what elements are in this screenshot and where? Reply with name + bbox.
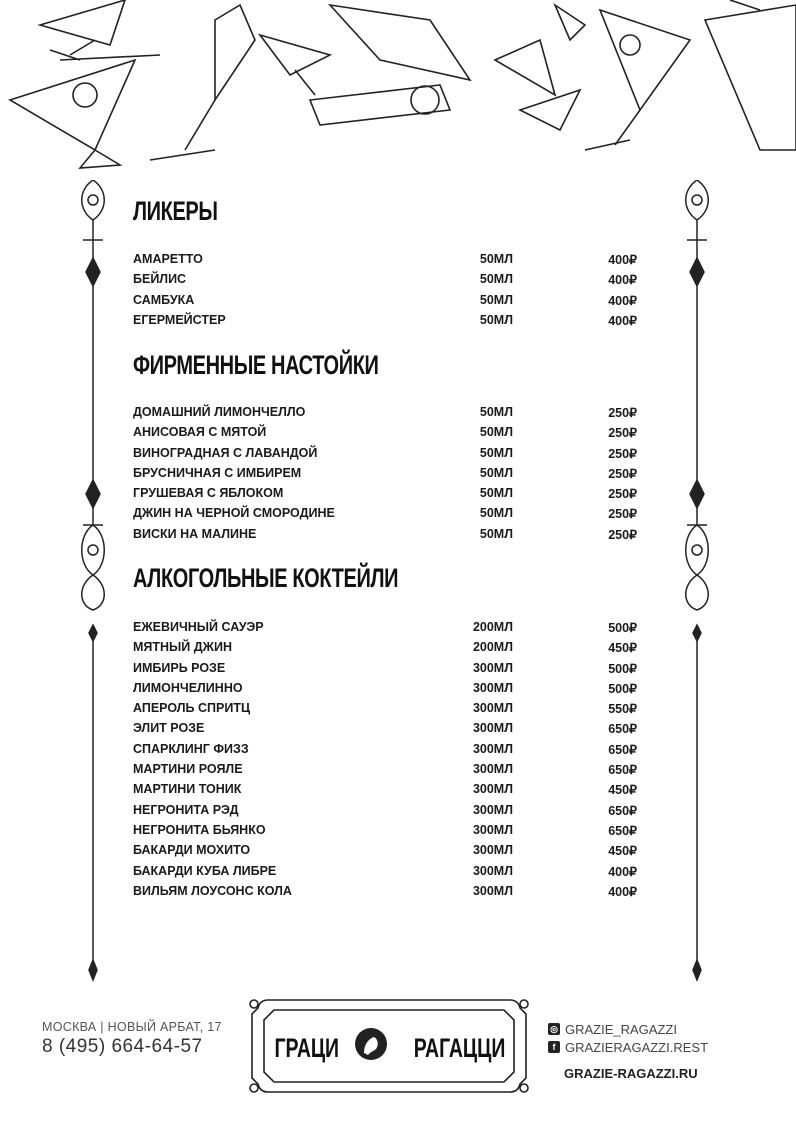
item-price: 400₽ <box>608 884 637 899</box>
item-price: 650₽ <box>608 763 637 778</box>
facebook-handle: GRAZIERAGAZZI.REST <box>565 1039 709 1055</box>
item-volume: 300МЛ <box>472 680 513 695</box>
item-price: 250₽ <box>608 426 637 441</box>
menu-item <box>133 864 643 884</box>
footer-contact <box>42 1020 222 1058</box>
item-price: 650₽ <box>608 722 637 737</box>
cocktail-glasses-illustration <box>0 0 796 170</box>
item-volume: 50МЛ <box>479 465 513 480</box>
instagram-link[interactable] <box>548 1020 708 1038</box>
menu-item <box>133 721 643 741</box>
item-name: ДОМАШНИЙ ЛИМОНЧЕЛЛО <box>133 405 306 419</box>
item-name: НЕГРОНИТА РЭД <box>133 802 239 817</box>
website-link[interactable]: GRAZIE-RAGAZZI.RU <box>564 1066 698 1081</box>
item-price: 400₽ <box>608 864 637 879</box>
item-volume: 300МЛ <box>472 843 513 858</box>
menu-item <box>133 466 643 486</box>
item-name: ЭЛИТ РОЗЕ <box>133 721 205 736</box>
item-name: АНИСОВАЯ С МЯТОЙ <box>133 425 267 440</box>
item-name: БЕЙЛИС <box>133 272 187 287</box>
item-price: 250₽ <box>608 527 637 542</box>
menu-item <box>133 823 643 843</box>
item-name: ДЖИН НА ЧЕРНОЙ СМОРОДИНЕ <box>133 506 335 521</box>
item-name: МЯТНЫЙ ДЖИН <box>133 640 232 655</box>
left-border-ornament <box>78 180 108 1000</box>
item-name: ЛИМОНЧЕЛИННО <box>133 680 243 695</box>
item-volume: 300МЛ <box>472 822 513 837</box>
menu-item <box>133 803 643 823</box>
instagram-handle: GRAZIE_RAGAZZI <box>565 1021 677 1037</box>
menu-item <box>133 640 643 660</box>
item-name: ВИНОГРАДНАЯ С ЛАВАНДОЙ <box>133 445 318 460</box>
item-volume: 300МЛ <box>472 883 513 898</box>
item-price: 650₽ <box>608 803 637 818</box>
menu-item <box>133 527 643 547</box>
item-name: ГРУШЕВАЯ С ЯБЛОКОМ <box>133 486 284 501</box>
item-name: БАКАРДИ КУБА ЛИБРЕ <box>133 863 277 878</box>
section-title-signature-tinctures: ФИРМЕННЫЕ НАСТОЙКИ <box>133 350 379 380</box>
item-name: БАКАРДИ МОХИТО <box>133 843 251 858</box>
item-name: ВИЛЬЯМ ЛОУСОНС КОЛА <box>133 883 292 898</box>
logo-text-left: ГРАЦИ <box>274 1033 340 1063</box>
menu-list-cocktails <box>133 620 643 904</box>
item-volume: 200МЛ <box>472 620 513 634</box>
menu-list-tinctures <box>133 405 643 547</box>
menu-item <box>133 701 643 721</box>
address: МОСКВА | НОВЫЙ АРБАТ, 17 <box>42 1020 222 1034</box>
menu-item <box>133 661 643 681</box>
menu-item <box>133 313 643 333</box>
item-price: 650₽ <box>608 823 637 838</box>
menu-item <box>133 272 643 292</box>
item-price: 450₽ <box>608 783 637 798</box>
instagram-icon: ◎ <box>548 1023 560 1035</box>
item-name: АПЕРОЛЬ СПРИТЦ <box>133 701 251 716</box>
item-volume: 300МЛ <box>472 721 513 736</box>
menu-list-liqueurs <box>133 252 643 333</box>
item-volume: 300МЛ <box>472 741 513 756</box>
item-volume: 300МЛ <box>472 660 513 675</box>
item-name: МАРТИНИ РОЯЛЕ <box>133 762 243 777</box>
item-price: 250₽ <box>608 487 637 502</box>
item-name: САМБУКА <box>133 292 195 307</box>
right-border-ornament <box>682 180 712 1000</box>
item-price: 500₽ <box>608 621 637 635</box>
item-volume: 50МЛ <box>479 445 513 460</box>
item-price: 250₽ <box>608 466 637 481</box>
section-title-liqueurs: ЛИКЕРЫ <box>133 196 218 226</box>
phone-number[interactable]: 8 (495) 664-64-57 <box>42 1036 203 1057</box>
item-price: 500₽ <box>608 681 637 696</box>
item-name: МАРТИНИ ТОНИК <box>133 782 242 797</box>
item-price: 450₽ <box>608 641 637 656</box>
item-volume: 300МЛ <box>472 802 513 817</box>
item-volume: 300МЛ <box>472 863 513 878</box>
item-volume: 50МЛ <box>479 405 513 419</box>
item-volume: 50МЛ <box>479 506 513 521</box>
item-volume: 50МЛ <box>479 292 513 307</box>
menu-item <box>133 293 643 313</box>
item-volume: 50МЛ <box>479 486 513 501</box>
section-title-cocktails: АЛКОГОЛЬНЫЕ КОКТЕЙЛИ <box>133 563 399 593</box>
menu-item <box>133 742 643 762</box>
item-name: АМАРЕТТО <box>133 252 203 266</box>
item-name: ЕГЕРМЕЙСТЕР <box>133 312 226 327</box>
item-volume: 200МЛ <box>472 640 513 655</box>
item-volume: 50МЛ <box>479 526 513 541</box>
profile-emblem-icon <box>354 1027 388 1061</box>
item-name: НЕГРОНИТА БЬЯНКО <box>133 822 266 837</box>
item-price: 250₽ <box>608 507 637 522</box>
menu-item <box>133 405 643 425</box>
item-price: 250₽ <box>608 406 637 420</box>
menu-item <box>133 425 643 445</box>
item-price: 400₽ <box>608 293 637 308</box>
menu-item <box>133 843 643 863</box>
menu-item <box>133 884 643 904</box>
item-name: ИМБИРЬ РОЗЕ <box>133 660 226 675</box>
item-price: 650₽ <box>608 742 637 757</box>
facebook-link[interactable] <box>548 1038 708 1056</box>
item-price: 250₽ <box>608 446 637 461</box>
item-price: 550₽ <box>608 702 637 717</box>
menu-item <box>133 252 643 272</box>
item-price: 450₽ <box>608 844 637 859</box>
facebook-icon: f <box>548 1041 560 1053</box>
item-volume: 300МЛ <box>472 782 513 797</box>
menu-item <box>133 620 643 640</box>
footer-social <box>548 1020 708 1081</box>
menu-item <box>133 762 643 782</box>
item-volume: 50МЛ <box>479 425 513 440</box>
logo-text-right: РАГАЦЦИ <box>413 1033 506 1063</box>
item-volume: 300МЛ <box>472 762 513 777</box>
menu-item <box>133 486 643 506</box>
menu-item <box>133 446 643 466</box>
item-volume: 50МЛ <box>479 252 513 266</box>
item-name: БРУСНИЧНАЯ С ИМБИРЕМ <box>133 465 302 480</box>
item-name: СПАРКЛИНГ ФИЗЗ <box>133 741 249 756</box>
menu-item <box>133 681 643 701</box>
item-name: ЕЖЕВИЧНЫЙ САУЭР <box>133 620 264 634</box>
menu-item <box>133 782 643 802</box>
item-price: 400₽ <box>608 273 637 288</box>
item-name: ВИСКИ НА МАЛИНЕ <box>133 526 257 541</box>
item-price: 400₽ <box>608 313 637 328</box>
item-price: 500₽ <box>608 661 637 676</box>
item-volume: 300МЛ <box>472 701 513 716</box>
menu-item <box>133 506 643 526</box>
item-price: 400₽ <box>608 253 637 267</box>
item-volume: 50МЛ <box>479 272 513 287</box>
item-volume: 50МЛ <box>479 312 513 327</box>
